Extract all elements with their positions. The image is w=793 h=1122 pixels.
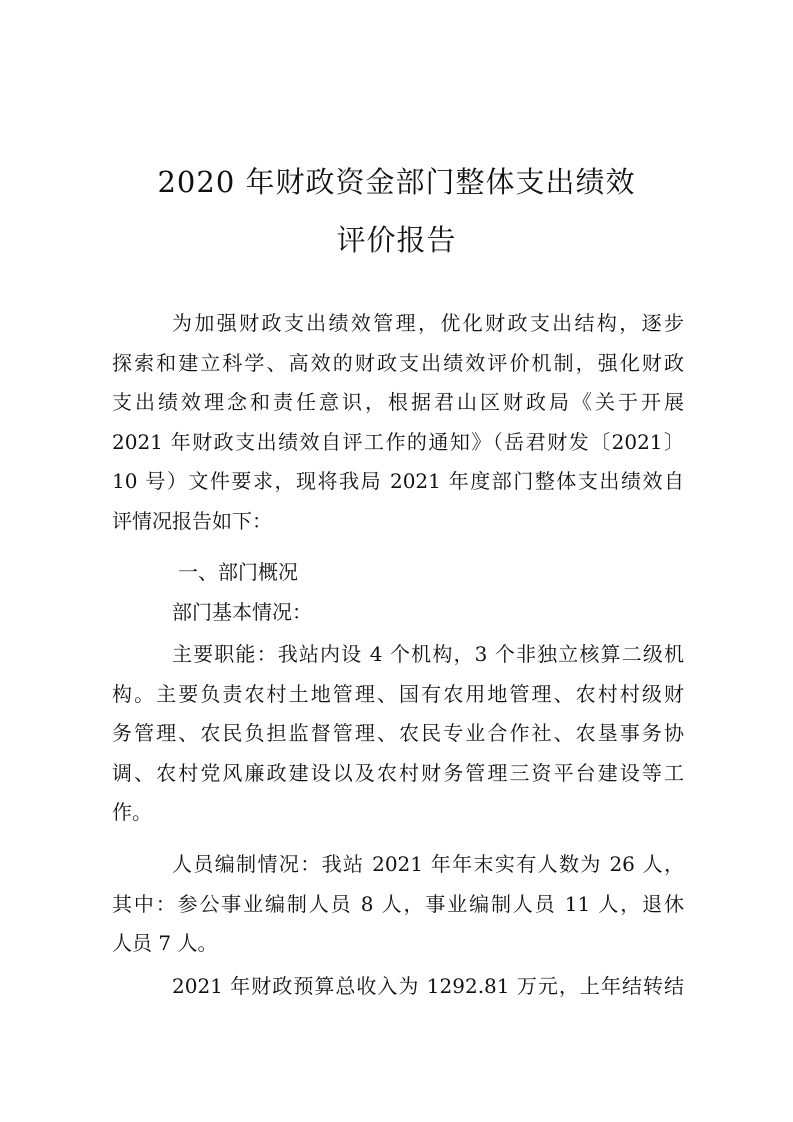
paragraph-line: 2021 年财政支出绩效自评工作的通知》（岳君财发〔2021〕: [112, 429, 684, 454]
intro-paragraph: [112, 304, 684, 541]
report-title-line-2: 评价报告: [336, 223, 457, 257]
paragraph-line: 作。: [112, 800, 152, 824]
paragraph-line: 2021 年财政预算总收入为 1292.81 万元，上年结转结: [172, 974, 684, 998]
budget-paragraph: [112, 967, 684, 1007]
paragraph-line: 调、农村党风廉政建设以及农村财务管理三资平台建设等工: [112, 760, 684, 785]
paragraph-line: 人员 7 人。: [112, 931, 218, 955]
paragraph-line: 支出绩效理念和责任意识，根据君山区财政局《关于开展: [112, 390, 684, 414]
report-title-line-1: 2020 年财政资金部门整体支出绩效: [157, 165, 636, 199]
paragraph-line: 为加强财政支出绩效管理，优化财政支出结构，逐步: [172, 311, 684, 335]
duties-paragraph: [112, 635, 684, 833]
paragraph-line: 主要职能：我站内设 4 个机构，3 个非独立核算二级机: [172, 642, 684, 666]
subheading: [112, 593, 684, 633]
paragraph-line: 务管理、农民负担监督管理、农民专业合作社、农垦事务协: [112, 721, 684, 745]
paragraph-line: 评情况报告如下：: [112, 508, 272, 533]
subheading-text: 部门基本情况：: [172, 600, 312, 624]
staffing-paragraph: [112, 845, 684, 964]
paragraph-line: 探索和建立科学、高效的财政支出绩效评价机制，强化财政: [112, 350, 684, 375]
paragraph-line: 其中：参公事业编制人员 8 人，事业编制人员 11 人，退休: [112, 891, 684, 916]
paragraph-line: 构。主要负责农村土地管理、国有农用地管理、农村村级财: [112, 681, 684, 706]
paragraph-line: 人员编制情况：我站 2021 年年末实有人数为 26 人，: [172, 852, 684, 876]
section-heading-text: 一、部门概况: [178, 560, 298, 584]
paragraph-line: 10 号）文件要求，现将我局 2021 年度部门整体支出绩效自: [112, 469, 684, 493]
section-heading: [112, 553, 684, 593]
